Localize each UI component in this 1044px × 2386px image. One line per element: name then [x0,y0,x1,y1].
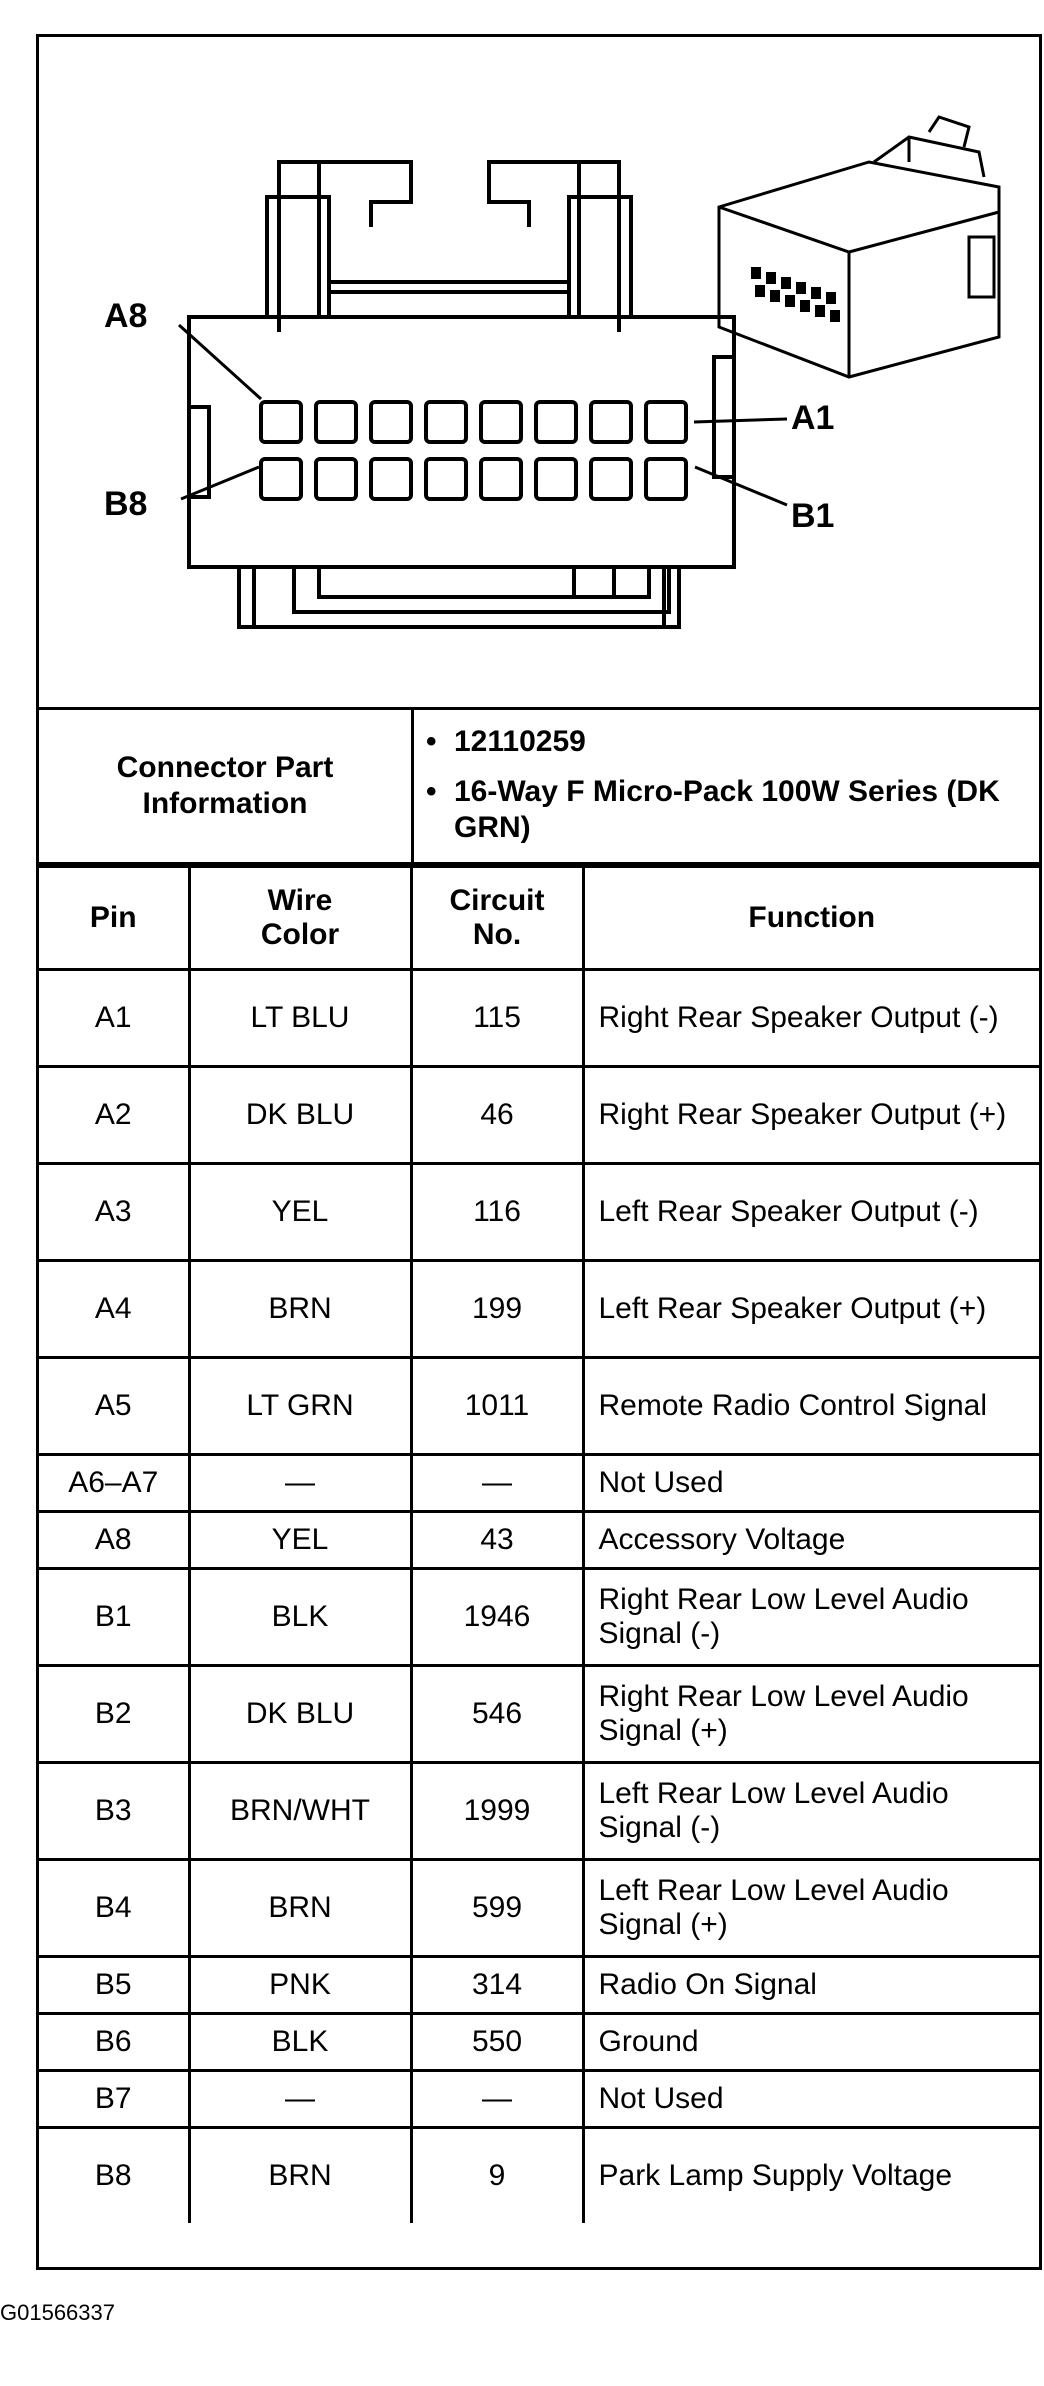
mini-pin-cavity [800,300,810,312]
cell-pin: B7 [39,2071,189,2128]
pin-cavities [261,402,686,499]
connector-info-title [39,710,414,862]
connector-part-info [39,710,1039,865]
mini-pin-cavity [815,305,825,317]
pin-cavity [646,459,686,499]
table-row [39,1763,1039,1860]
table-row [39,1067,1039,1164]
cell-wire-color: BLK [189,2014,411,2071]
mini-pin-cavity [826,292,836,304]
label-a8: A8 [104,297,148,335]
cell-function: Not Used [583,2071,1039,2128]
cell-circuit-no: — [411,1455,583,1512]
cell-wire-color: LT BLU [189,970,411,1067]
table-row [39,1455,1039,1512]
cell-circuit-no: 1946 [411,1569,583,1666]
connector-info-list [414,710,1039,862]
cell-wire-color: YEL [189,1512,411,1569]
connector-diagram [39,37,1039,710]
table-row [39,1512,1039,1569]
cell-function: Right Rear Speaker Output (-) [583,970,1039,1067]
label-b1: B1 [791,497,835,535]
pin-cavity [261,459,301,499]
connector-frame [36,34,1042,2270]
header-circuit-no: Circuit No. [411,867,583,970]
cell-wire-color: PNK [189,1957,411,2014]
pin-cavity [371,459,411,499]
bullet-icon: • [426,775,437,808]
cell-pin: B5 [39,1957,189,2014]
mini-pin-cavity [811,287,821,299]
mini-pin-cavity [781,277,791,289]
cell-function: Accessory Voltage [583,1512,1039,1569]
connector-description: • 16-Way F Micro-Pack 100W Series (DK GRN) [426,775,1000,844]
cell-pin: A8 [39,1512,189,1569]
table-row [39,970,1039,1067]
cell-pin: A6–A7 [39,1455,189,1512]
cell-function: Right Rear Low Level Audio Signal (-) [583,1569,1039,1666]
figure-code: G01566337 [0,2300,115,2325]
table-row [39,1666,1039,1763]
cell-function: Right Rear Speaker Output (+) [583,1067,1039,1164]
connector-part-number: • 12110259 [426,725,586,758]
cell-pin: B8 [39,2128,189,2224]
table-row [39,1164,1039,1261]
cell-pin: A1 [39,970,189,1067]
cell-pin: B2 [39,1666,189,1763]
cell-function: Left Rear Speaker Output (+) [583,1261,1039,1358]
cell-function: Park Lamp Supply Voltage [583,2128,1039,2224]
pin-cavity [536,459,576,499]
cell-pin: B1 [39,1569,189,1666]
table-row [39,2071,1039,2128]
cell-pin: B6 [39,2014,189,2071]
bullet-icon: • [426,725,437,758]
mini-pin-cavity [751,267,761,279]
cell-function: Ground [583,2014,1039,2071]
mini-pin-cavity [785,295,795,307]
mini-pin-cavity [770,290,780,302]
cell-wire-color: BLK [189,1569,411,1666]
connector-perspective-drawing [719,117,999,377]
table-row [39,1261,1039,1358]
pin-cavity [481,402,521,442]
cell-function: Left Rear Low Level Audio Signal (+) [583,1860,1039,1957]
cell-wire-color: BRN [189,1860,411,1957]
header-function: Function [583,867,1039,970]
table-row [39,1358,1039,1455]
table-row [39,1957,1039,2014]
cell-pin: A2 [39,1067,189,1164]
table-row [39,2014,1039,2071]
label-b8: B8 [104,485,148,523]
cell-function: Right Rear Low Level Audio Signal (+) [583,1666,1039,1763]
cell-circuit-no: 1011 [411,1358,583,1455]
cell-pin: A3 [39,1164,189,1261]
pin-cavity [536,402,576,442]
pin-cavity [591,402,631,442]
cell-circuit-no: 599 [411,1860,583,1957]
cell-wire-color: BRN [189,2128,411,2224]
pin-cavity [261,402,301,442]
connector-info-title-text: Connector Part Information [116,751,334,820]
cell-wire-color: — [189,2071,411,2128]
cell-pin: A4 [39,1261,189,1358]
pin-cavity [591,459,631,499]
connector-face-drawing [39,37,1039,707]
cell-wire-color: — [189,1455,411,1512]
cell-wire-color: DK BLU [189,1666,411,1763]
cell-function: Radio On Signal [583,1957,1039,2014]
cell-function: Remote Radio Control Signal [583,1358,1039,1455]
cell-wire-color: BRN [189,1261,411,1358]
pin-cavity [316,459,356,499]
table-header-row [39,867,1039,970]
pin-cavity [646,402,686,442]
cell-circuit-no: 46 [411,1067,583,1164]
cell-circuit-no: 550 [411,2014,583,2071]
cell-wire-color: YEL [189,1164,411,1261]
mini-pin-cavity [755,285,765,297]
table-row [39,1569,1039,1666]
mini-pin-cavity [796,282,806,294]
cell-circuit-no: 199 [411,1261,583,1358]
table-row [39,1860,1039,1957]
mini-pin-cavity [830,310,840,322]
cell-function: Not Used [583,1455,1039,1512]
pinout-table [39,865,1039,2223]
pinout-rows [39,970,1039,2224]
cell-circuit-no: 116 [411,1164,583,1261]
cell-circuit-no: 314 [411,1957,583,2014]
cell-pin: B3 [39,1763,189,1860]
cell-circuit-no: 115 [411,970,583,1067]
cell-circuit-no: 1999 [411,1763,583,1860]
header-pin: Pin [39,867,189,970]
cell-wire-color: DK BLU [189,1067,411,1164]
cell-wire-color: LT GRN [189,1358,411,1455]
header-wire-color: Wire Color [189,867,411,970]
pin-cavity [316,402,356,442]
pin-cavity [371,402,411,442]
pin-cavity [481,459,521,499]
pin-cavity [426,459,466,499]
cell-circuit-no: 546 [411,1666,583,1763]
cell-function: Left Rear Speaker Output (-) [583,1164,1039,1261]
mini-pin-cavity [766,272,776,284]
cell-circuit-no: — [411,2071,583,2128]
cell-pin: A5 [39,1358,189,1455]
cell-circuit-no: 9 [411,2128,583,2224]
pin-cavity [426,402,466,442]
table-row [39,2128,1039,2224]
cell-wire-color: BRN/WHT [189,1763,411,1860]
cell-function: Left Rear Low Level Audio Signal (-) [583,1763,1039,1860]
label-a1: A1 [791,399,835,437]
cell-circuit-no: 43 [411,1512,583,1569]
cell-pin: B4 [39,1860,189,1957]
